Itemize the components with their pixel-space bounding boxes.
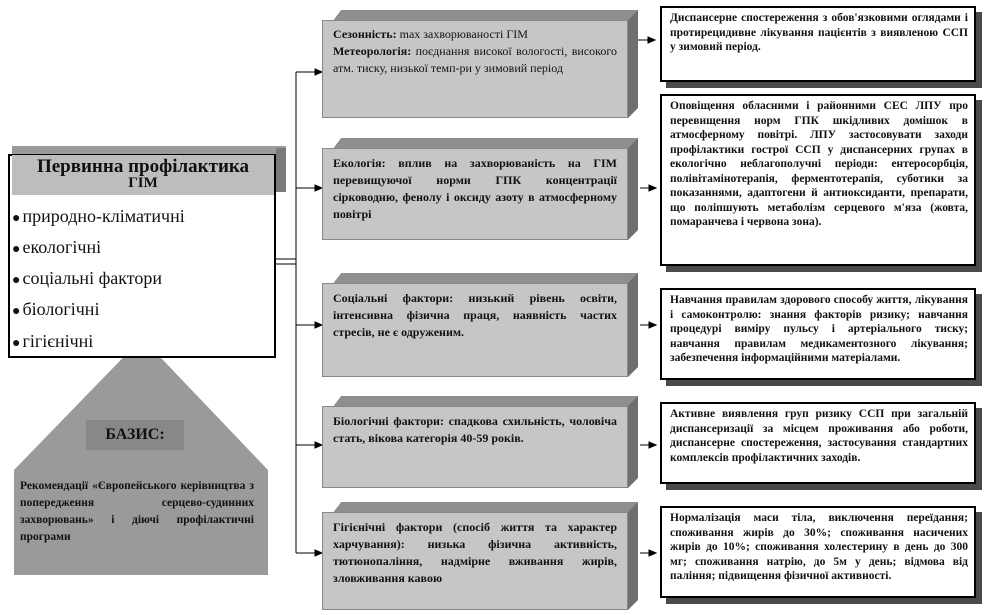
basis-label: БАЗИС:	[86, 420, 184, 450]
title-line-1: Первинна профілактика	[36, 156, 250, 177]
measure-box-hygienic: Нормалізація маси тіла, виключення переїдання; споживання жирів до 30%; споживання насичених жирів до 10%; споживання холестерину в день до 300 мг; споживання натрію, до 5м у день; відмова від паління; підвищення фізичної активності.	[660, 506, 976, 598]
main-box-shadow-right	[276, 148, 286, 192]
block-lead: Гігієнічні фактори (спосіб життя та характер харчування):	[333, 520, 617, 551]
measure-box-seasonal: Диспансерне спостереження з обов'язковими оглядами і протирецидивне лікування пацієнтів з виявленою ССП у зимовий період.	[660, 6, 976, 82]
block-side-face	[628, 396, 638, 488]
factor-item: ● гігієнічні	[12, 331, 94, 351]
factor-item: ● біологічні	[12, 299, 100, 319]
bullet-icon: ●	[12, 242, 21, 257]
block-side-face	[628, 502, 638, 610]
social-factors-block	[322, 283, 628, 377]
block-text: max захворюваності ГІМ	[396, 27, 528, 41]
block-lead: Метеорологія:	[333, 44, 412, 58]
bullet-icon: ●	[12, 336, 21, 351]
ecology-block	[322, 148, 628, 240]
bullet-icon: ●	[12, 211, 21, 226]
primary-prevention-title	[12, 155, 274, 195]
block-side-face	[628, 273, 638, 377]
factor-item: ● екологічні	[12, 237, 102, 257]
factor-item: ● природно-кліматичні	[12, 206, 185, 226]
block-text: вплив на захворюваність на ГІМ перевищуючої норми ГПК концентрації сірководню, фенолу і оксиду азоту в атмосферному повітрі	[333, 156, 617, 221]
block-text: спадкова схильність, чоловіча стать, вікова категорія 40-59 років.	[333, 414, 617, 445]
branch-arrows	[296, 69, 322, 556]
basis-text: Рекомендації «Європейського керівництва з попередження серцево-судинних захворювань» і діючі профілактичні програми	[20, 480, 254, 543]
bullet-icon: ●	[12, 304, 21, 319]
seasonality-block	[322, 20, 628, 118]
biological-factors-block	[322, 406, 628, 488]
block-text: низький рівень освіти, інтенсивна фізична праця, наявність частих стресів, не є одруженим.	[333, 291, 617, 339]
block-text: поєднання високої вологості, високого атм. тиску, низької темп-ри у зимовий період	[333, 44, 617, 75]
title-line-2: ГІМ	[128, 175, 158, 191]
block-text: низька фізична активність, тютюнопаління, надмірне вживання жирів, зловживання кавою	[333, 537, 617, 585]
measure-box-social: Навчання правилам здорового способу життя, лікування і самоконтролю: знання факторів ризику; навчання процедурі виміру пульсу і артеріального тиску; навчання правилам медикаментозного лікування; забезпечення інформаційними матеріалами.	[660, 288, 976, 380]
measure-box-biological: Активне виявлення груп ризику ССП при загальній диспансеризації за місцем проживання або роботи, диспансерне спостереження, застосування стандартних комплексів профілактичних заходів.	[660, 402, 976, 484]
block-lead: Екологія:	[333, 156, 386, 170]
block-side-face	[628, 10, 638, 118]
hygienic-factors-block	[322, 512, 628, 610]
measure-box-ecology: Оповіщення обласними і районними СЕС ЛПУ про перевищення норм ГПК шкідливих домішок в атмосферному повітрі. ЛПУ застосовувати заходи профілактики гострої ССП у диспансерних групах в екологічно неблагополучні періоди: ентеросорбція, полівітамінотерапія, ферментотерапія, суботики за показаннями, адаптогени й антиоксиданти, препарати, що поліпшують метаболізм серцевого м'яза (жовта, помаранчева і червона зона).	[660, 94, 976, 266]
block-lead: Сезонність:	[333, 27, 397, 41]
block-lead: Соціальні фактори:	[333, 291, 454, 305]
block-lead: Біологічні фактори:	[333, 414, 444, 428]
factor-item: ● соціальні фактори	[12, 268, 162, 288]
bullet-icon: ●	[12, 273, 21, 288]
block-side-face	[628, 138, 638, 240]
